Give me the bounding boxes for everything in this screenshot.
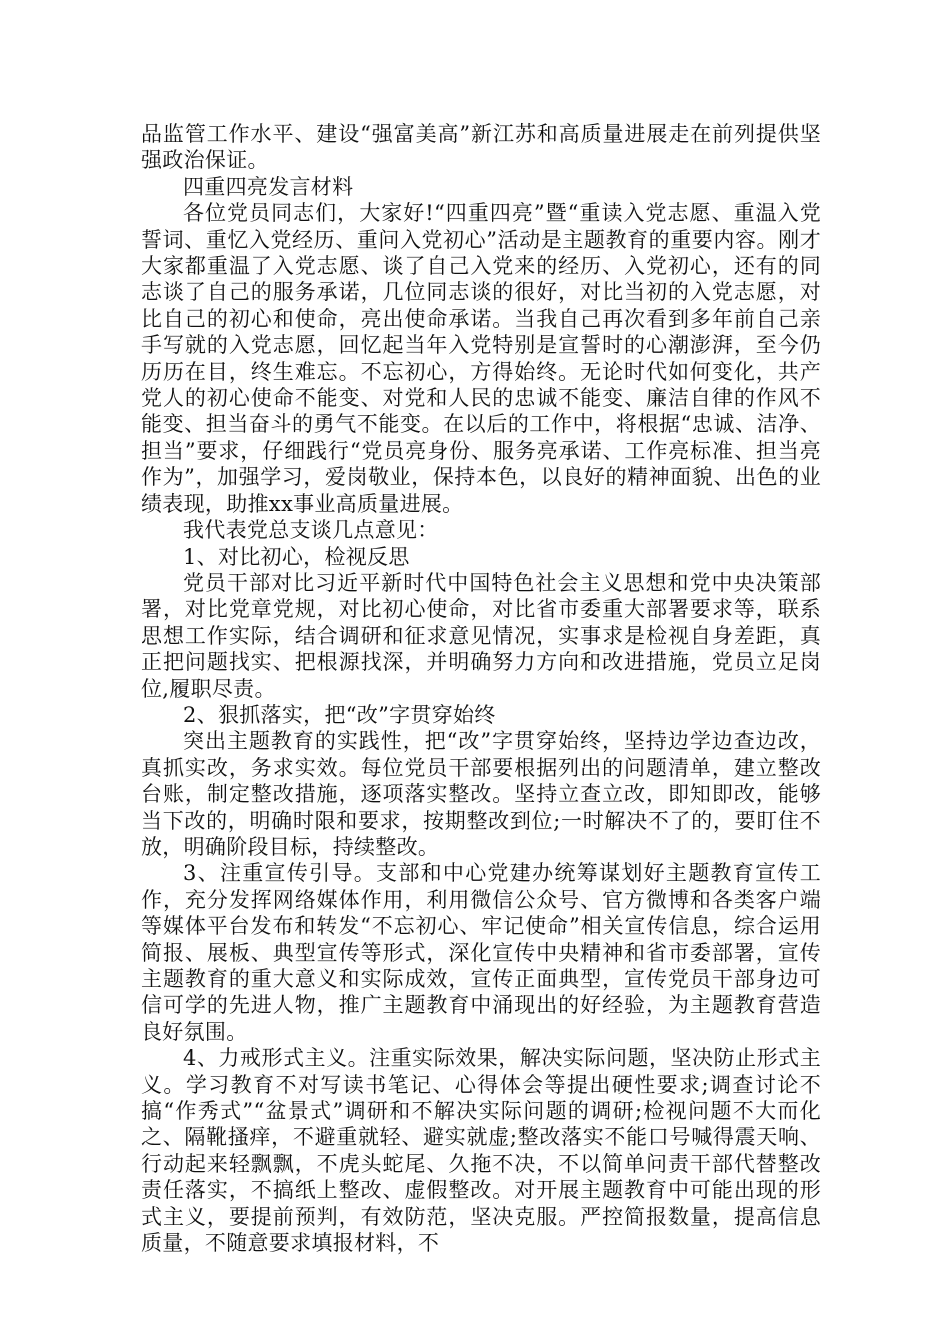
document-body [141, 121, 821, 1256]
paragraph-3: 我代表党总支谈几点意见： [183, 518, 439, 543]
paragraph-5: 突出主题教育的实践性，把“改”字贯穿始终，坚持边学边查边改，真抓实改，务求实效。每位党员干部要根据列出的问题清单，建立整改台账，制定整改措施，逐项落实整改。坚持立查立改，即知即改，能够当下改的，明确时限和要求，按期整改到位;一时解决不了的，要盯住不放，明确阶段目标，持续整改。 [141, 729, 821, 859]
paragraph-1: 品监管工作水平、建设“强富美高”新江苏和高质量进展走在前列提供坚强政治保证。 [141, 122, 821, 173]
paragraph-7: 4、力戒形式主义。注重实际效果，解决实际问题，坚决防止形式主义。学习教育不对写读书笔记、心得体会等提出硬性要求;调查讨论不搞“作秀式”“盆景式”调研和不解决实际问题的调研;检视问题不大而化之、隔靴搔痒，不避重就轻、避实就虚;整改落实不能口号喊得震天响、行动起来轻飘飘，不虎头蛇尾、久拖不决，不以简单问责干部代替整改责任落实，不搞纸上整改、虚假整改。对开展主题教育中可能出现的形式主义，要提前预判，有效防范，坚决克服。严控简报数量，提高信息质量，不随意要求填报材料，不 [141, 1046, 821, 1256]
paragraph-2: 各位党员同志们，大家好!“四重四亮”暨“重读入党志愿、重温入党誓词、重忆入党经历、重问入党初心”活动是主题教育的重要内容。刚才大家都重温了入党志愿、谈了自己入党来的经历、入党初心，还有的同志谈了自己的服务承诺，几位同志谈的很好，对比当初的入党志愿，对比自己的初心和使命，亮出使命承诺。当我自己再次看到多年前自己亲手写就的入党志愿，回忆起当年入党特别是宣誓时的心潮澎湃，至今仍历历在目，终生难忘。不忘初心，方得始终。无论时代如何变化，共产党人的初心使命不能变、对党和人民的忠诚不能变、廉洁自律的作风不能变、担当奋斗的勇气不能变。在以后的工作中，将根据“忠诚、洁净、担当”要求，仔细践行“党员亮身份、服务亮承诺、工作亮标准、担当亮作为”，加强学习，爱岗敬业，保持本色，以良好的精神面貌、出色的业绩表现，助推xx事业高质量进展。 [141, 201, 821, 516]
paragraph-4: 党员干部对比习近平新时代中国特色社会主义思想和党中央决策部署，对比党章党规，对比初心使命，对比省市委重大部署要求等，联系思想工作实际，结合调研和征求意见情况，实事求是检视自身差距，真正把问题找实、把根源找深，并明确努力方向和改进措施，党员立足岗位,履职尽责。 [141, 570, 821, 701]
section-title: 四重四亮发言材料 [183, 174, 354, 199]
heading-2: 2、狠抓落实，把“改”字贯穿始终 [183, 702, 496, 727]
paragraph-6: 3、注重宣传引导。支部和中心党建办统筹谋划好主题教育宣传工作，充分发挥网络媒体作用，利用微信公众号、官方微博和各类客户端等媒体平台发布和转发“不忘初心、牢记使命”相关宣传信息，综合运用简报、展板、典型宣传等形式，深化宣传中央精神和省市委部署，宣传主题教育的重大意义和实际成效，宣传正面典型，宣传党员干部身边可信可学的先进人物，推广主题教育中涌现出的好经验，为主题教育营造良好氛围。 [141, 861, 821, 1044]
heading-1: 1、对比初心，检视反思 [183, 544, 410, 569]
